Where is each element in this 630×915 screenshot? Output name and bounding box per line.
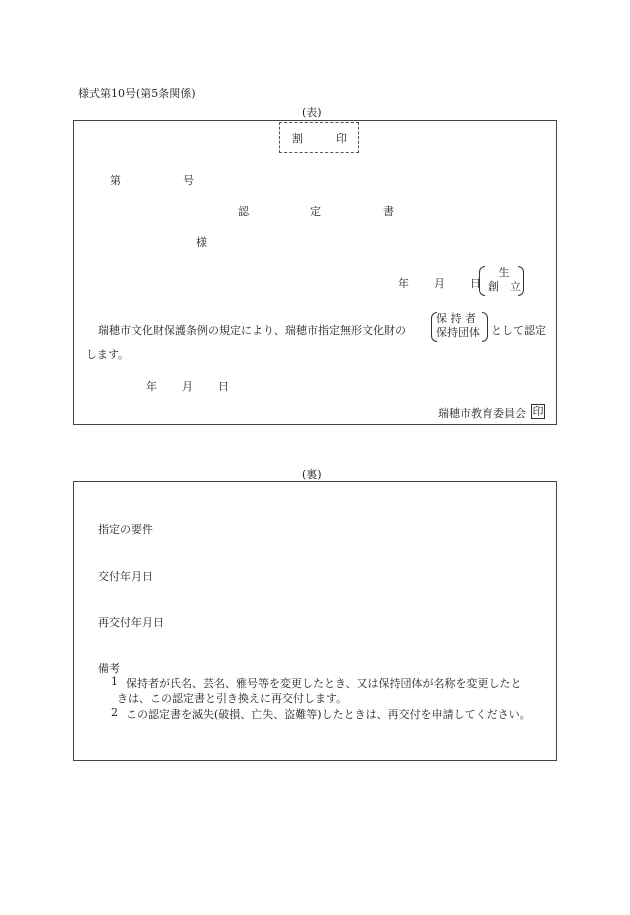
body-line-1-tail: として認定 [491,324,546,337]
right-bracket [518,266,524,296]
issue-month-label: 月 [182,380,193,393]
title-char-1: 認 [238,205,249,218]
holder-options [436,312,480,340]
birth-day-label: 日 [470,277,481,290]
issuer-stamp: 印 [532,405,544,418]
designation-requirements-field: 指定の要件 [98,523,153,536]
note-1-line-1: 保持者が氏名、芸名、雅号等を変更したとき、又は保持団体が名称を変更したと [126,677,522,690]
form-number: 様式第10号(第5条関係) [78,87,196,100]
certificate-number-suffix: 号 [183,174,194,187]
note-2-line-1: この認定書を滅失(破損、亡失、盗難等)したときは、再交付を申請してください。 [126,708,531,721]
birth-option-birth: 生 [498,266,510,279]
note-2-number: 2 [111,706,118,719]
holder-option-person: 保 持 者 [436,312,476,325]
seal-char-2: 印 [336,132,347,145]
note-1-number: 1 [111,675,118,688]
issue-day-label: 日 [218,380,229,393]
title-char-3: 書 [383,205,394,218]
birth-option-founding: 創 立 [488,280,521,293]
back-label: (裏) [302,468,322,481]
recipient-suffix: 様 [196,236,207,249]
birth-year-label: 年 [398,277,409,290]
holder-option-group: 保持団体 [436,326,480,339]
seal-boundary-box [279,122,359,153]
reissue-date-field: 再交付年月日 [98,616,164,629]
issue-date-field: 交付年月日 [98,570,153,583]
birth-month-label: 月 [434,277,445,290]
body-line-1: 瑞穂市文化財保護条例の規定により、瑞穂市指定無形文化財の [98,324,406,337]
body-line-2: します。 [86,348,130,361]
left-bracket [479,266,485,296]
birth-options [488,266,520,294]
notes-title: 備考 [98,662,120,675]
front-label: (表) [302,106,322,119]
right-bracket [482,312,488,342]
title-char-2: 定 [310,205,321,218]
certificate-number-prefix: 第 [110,174,121,187]
issue-year-label: 年 [146,380,157,393]
issuer-name: 瑞穂市教育委員会 [438,407,526,420]
seal-char-1: 割 [292,132,303,145]
note-1-line-2: きは、この認定書と引き換えに再交付します。 [117,692,348,705]
